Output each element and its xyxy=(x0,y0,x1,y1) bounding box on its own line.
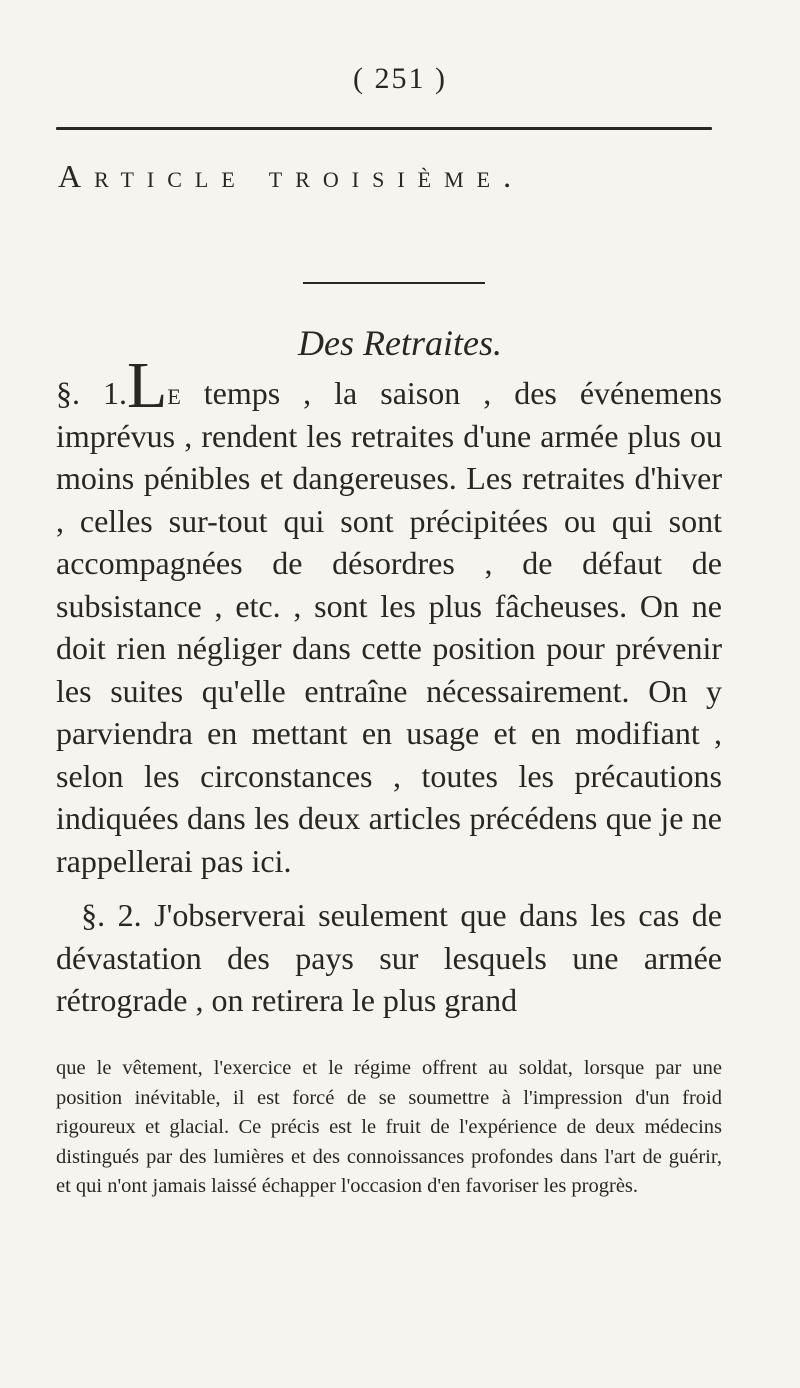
paragraph-2 xyxy=(56,894,722,1022)
paragraph-2-number: §. 2. xyxy=(81,897,142,933)
paragraph-1-number: §. 1. xyxy=(56,375,127,411)
section-title: Des Retraites. xyxy=(298,323,502,363)
page-number: ( 251 ) xyxy=(353,62,447,95)
section-divider xyxy=(303,282,485,284)
main-text xyxy=(56,349,722,1022)
drop-cap: L xyxy=(126,349,168,422)
paragraph-1-text: temps , la saison , des événemens imprévus , rendent les retraites d'une armée plus ou moins pénibles et dangereuses. Les retraites d'hiver , celles sur-tout qui sont précipitées ou qui sont accompagnées de désordres , de défaut de subsistance , etc. , sont les plus fâcheuses. On ne doit rien négliger dans cette position pour prévenir les suites qu'elle entraîne nécessairement. On y parviendra en mettant en usage et en modifiant , selon les circonstances , toutes les précautions indiquées dans les deux articles précédens que je ne rappellerai pas ici. xyxy=(56,375,722,879)
header-rule xyxy=(56,127,712,130)
first-word-rest: e xyxy=(167,375,181,411)
article-heading: Article troisième. xyxy=(58,158,525,194)
paragraph-1 xyxy=(56,349,722,882)
paragraph-2-text: J'observerai seulement que dans les cas de dévastation des pays sur lesquels une armée rétrograde , on retirera le plus grand xyxy=(56,897,722,1018)
footnote: que le vêtement, l'exercice et le régime offrent au soldat, lorsque par une position inévitable, il est forcé de se soumettre à l'impression d'un froid rigoureux et glacial. Ce précis est le fruit de l'expérience de deux médecins distingués par des lumières et des connoissances profondes dans l'art de guérir, et qui n'ont jamais laissé échapper l'occasion d'en favoriser les progrès. xyxy=(56,1057,722,1197)
